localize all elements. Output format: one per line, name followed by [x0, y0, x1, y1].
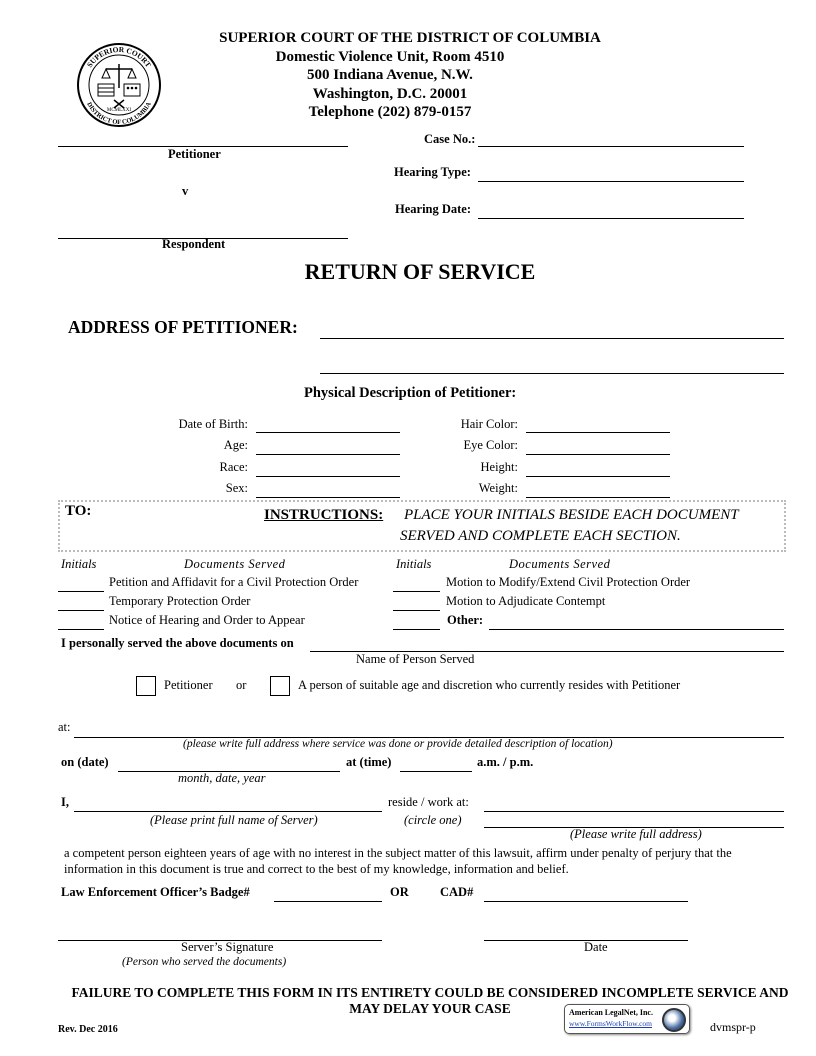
warning-line-2: MAY DELAY YOUR CASE — [349, 1001, 511, 1016]
vendor-badge[interactable] — [564, 1004, 690, 1034]
instructions-line-2: SERVED AND COMPLETE EACH SECTION. — [400, 528, 681, 544]
eye-color-label: Eye Color: — [463, 438, 518, 452]
initials-header-left: Initials — [61, 557, 97, 571]
initials-field-other[interactable] — [393, 629, 440, 630]
other-person-checkbox[interactable] — [270, 676, 290, 696]
at-label: at: — [58, 720, 71, 734]
vendor-url[interactable]: www.FormsWorkFlow.com — [569, 1019, 653, 1028]
court-name: SUPERIOR COURT OF THE DISTRICT OF COLUMBIA — [219, 30, 601, 46]
documents-header-right: Documents Served — [509, 557, 611, 571]
hearing-date-field[interactable] — [478, 218, 744, 219]
document-right-1: Motion to Modify/Extend Civil Protection Order — [446, 575, 691, 589]
full-address-caption: (Please write full address) — [570, 827, 702, 841]
vendor-name: American LegalNet, Inc. — [569, 1008, 653, 1017]
signature-label: Server’s Signature — [181, 940, 274, 954]
height-field[interactable] — [526, 476, 670, 477]
seal-year: MCMLXXI — [106, 108, 132, 113]
server-name-field[interactable] — [74, 811, 382, 812]
weight-label: Weight: — [478, 481, 518, 495]
name-served-caption: Name of Person Served — [356, 652, 475, 666]
petitioner-checkbox[interactable] — [136, 676, 156, 696]
case-no-label: Case No.: — [424, 132, 476, 146]
page-title: RETURN OF SERVICE — [304, 259, 536, 284]
dob-label: Date of Birth: — [178, 417, 248, 431]
document-left-1: Petition and Affidavit for a Civil Protection Order — [109, 575, 359, 589]
respondent-label: Respondent — [162, 237, 226, 251]
service-address-caption: (please write full address where service was done or provide detailed description of location) — [183, 738, 613, 750]
physical-heading: Physical Description of Petitioner: — [304, 385, 517, 401]
affirmation-text: a competent person eighteen years of age with no interest in the subject matter of this lawsuit, affirm under penalty of perjury that the information in this document is true and correct to the best of my knowledge, information and belief. — [64, 846, 732, 876]
signature-date-label: Date — [584, 940, 608, 954]
cad-field[interactable] — [484, 901, 688, 902]
other-label: Other: — [447, 613, 484, 627]
sex-label: Sex: — [225, 481, 248, 495]
cad-label: CAD# — [440, 885, 474, 899]
initials-header-right: Initials — [396, 557, 432, 571]
hair-color-label: Hair Color: — [460, 417, 518, 431]
server-address-line-1[interactable] — [484, 811, 784, 812]
initials-field-doc-1[interactable] — [58, 591, 104, 592]
initials-field-doc-5[interactable] — [393, 610, 440, 611]
race-label: Race: — [219, 460, 248, 474]
or-label: or — [236, 678, 247, 692]
i-label: I, — [61, 795, 69, 809]
at-time-label: at (time) — [346, 755, 392, 769]
initials-field-doc-3[interactable] — [58, 629, 104, 630]
hearing-type-label: Hearing Type: — [394, 165, 471, 179]
badge-field[interactable] — [274, 901, 382, 902]
server-name-caption: (Please print full name of Server) — [150, 813, 318, 827]
other-person-option-label: A person of suitable age and discretion who currently resides with Petitioner — [298, 678, 681, 692]
documents-header-left: Documents Served — [184, 557, 286, 571]
or-caps-label: OR — [390, 885, 409, 899]
vendor-logo-icon — [662, 1008, 686, 1032]
court-street: 500 Indiana Avenue, N.W. — [307, 67, 473, 83]
served-on-label: I personally served the above documents on — [61, 636, 294, 650]
ampm-label: a.m. / p.m. — [477, 755, 534, 769]
age-field[interactable] — [256, 454, 400, 455]
court-header — [160, 29, 660, 122]
seal-top-text: SUPERIOR COURT — [84, 44, 153, 69]
hearing-date-label: Hearing Date: — [395, 202, 472, 216]
on-date-label: on (date) — [61, 755, 109, 769]
reside-work-label: reside / work at: — [388, 795, 469, 809]
court-phone: Telephone (202) 879-0157 — [308, 104, 472, 120]
document-left-2: Temporary Protection Order — [109, 594, 251, 608]
initials-field-doc-2[interactable] — [58, 610, 104, 611]
instructions-label: INSTRUCTIONS: — [264, 507, 384, 523]
other-field[interactable] — [489, 629, 784, 630]
service-time-field[interactable] — [400, 771, 472, 772]
circle-one-caption: (circle one) — [404, 813, 462, 827]
revision-label: Rev. Dec 2016 — [58, 1024, 118, 1035]
hearing-type-field[interactable] — [478, 181, 744, 182]
versus-label: v — [182, 184, 189, 198]
seal-bottom-text: DISTRICT OF COLUMBIA — [85, 101, 153, 127]
age-label: Age: — [223, 438, 248, 452]
signature-caption: (Person who served the documents) — [122, 956, 287, 968]
warning-line-1: FAILURE TO COMPLETE THIS FORM IN ITS ENTIRETY COULD BE CONSIDERED INCOMPLETE SERVICE AND — [71, 985, 789, 1000]
document-left-3: Notice of Hearing and Order to Appear — [109, 613, 305, 627]
instructions-line-1: PLACE YOUR INITIALS BESIDE EACH DOCUMENT — [404, 507, 739, 523]
address-line-2[interactable] — [320, 373, 784, 374]
document-right-2: Motion to Adjudicate Contempt — [446, 594, 606, 608]
weight-field[interactable] — [526, 497, 670, 498]
eye-color-field[interactable] — [526, 454, 670, 455]
badge-label: Law Enforcement Officer’s Badge# — [61, 885, 250, 899]
address-line-1[interactable] — [320, 338, 784, 339]
dob-field[interactable] — [256, 432, 400, 433]
hair-color-field[interactable] — [526, 432, 670, 433]
case-no-field[interactable] — [478, 146, 744, 147]
form-id: dvmspr-p — [710, 1020, 756, 1034]
date-caption: month, date, year — [178, 771, 266, 785]
court-unit: Domestic Violence Unit, Room 4510 — [275, 48, 505, 65]
to-label: TO: — [65, 503, 92, 519]
petitioner-option-label: Petitioner — [164, 678, 213, 692]
court-city: Washington, D.C. 20001 — [312, 85, 468, 102]
sex-field[interactable] — [256, 497, 400, 498]
height-label: Height: — [480, 460, 518, 474]
initials-field-doc-4[interactable] — [393, 591, 440, 592]
petitioner-label: Petitioner — [168, 147, 221, 161]
race-field[interactable] — [256, 476, 400, 477]
address-label: ADDRESS OF PETITIONER: — [68, 317, 298, 337]
